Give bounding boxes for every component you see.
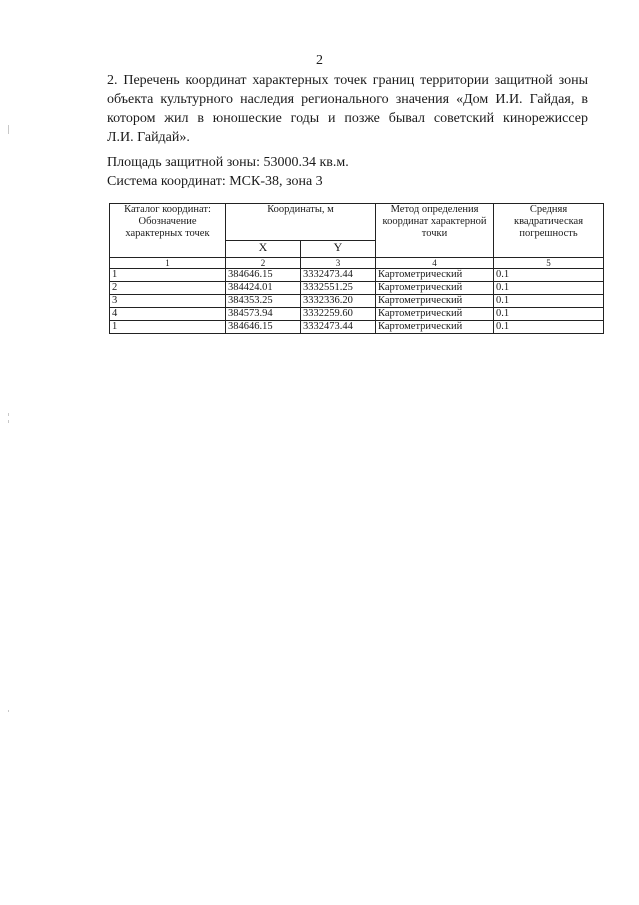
table-header-row	[110, 204, 604, 241]
cell-method: Картометрический	[376, 269, 494, 282]
cell-method: Картометрический	[376, 282, 494, 295]
paragraph-line: котором жил в юношеские годы и позже бывал советский кинорежиссер	[107, 111, 588, 126]
table-row	[110, 269, 604, 282]
scan-margin-mark	[8, 413, 9, 416]
cell-y: 3332473.44	[301, 269, 376, 282]
table-row	[110, 308, 604, 321]
cell-y: 3332473.44	[301, 321, 376, 334]
cell-point: 1	[110, 321, 226, 334]
column-number: 5	[494, 258, 604, 269]
paragraph-line: объекта культурного наследия регионального значения «Дом И.И. Гайдая, в	[107, 92, 588, 107]
header-method: Метод определения координат характерной точки	[376, 204, 494, 258]
paragraph-line: Л.И. Гайдай».	[107, 130, 190, 145]
cell-x: 384646.15	[226, 321, 301, 334]
page-number: 2	[316, 53, 323, 68]
cell-point: 1	[110, 269, 226, 282]
header-y: Y	[301, 241, 376, 258]
cell-method: Картометрический	[376, 295, 494, 308]
paragraph-line: 2. Перечень координат характерных точек границ территории защитной зоны	[107, 73, 588, 88]
cell-x: 384646.15	[226, 269, 301, 282]
cell-error: 0.1	[494, 321, 604, 334]
column-number: 3	[301, 258, 376, 269]
coordinate-system: Система координат: МСК-38, зона 3	[107, 174, 323, 189]
section-paragraph	[107, 71, 588, 147]
scan-margin-mark	[8, 710, 9, 712]
column-numbers-row	[110, 258, 604, 269]
table-row	[110, 321, 604, 334]
cell-point: 3	[110, 295, 226, 308]
cell-error: 0.1	[494, 282, 604, 295]
cell-method: Картометрический	[376, 321, 494, 334]
cell-error: 0.1	[494, 295, 604, 308]
scan-margin-mark	[8, 125, 9, 134]
cell-point: 2	[110, 282, 226, 295]
column-number: 4	[376, 258, 494, 269]
header-error: Средняя квадратическая погрешность	[494, 204, 604, 258]
cell-error: 0.1	[494, 269, 604, 282]
header-catalog: Каталог координат: Обозначение характерных точек	[110, 204, 226, 258]
table-row	[110, 282, 604, 295]
column-number: 1	[110, 258, 226, 269]
header-x: X	[226, 241, 301, 258]
coordinates-table	[109, 203, 604, 334]
header-coordinates: Координаты, м	[226, 204, 376, 241]
cell-method: Картометрический	[376, 308, 494, 321]
cell-y: 3332551.25	[301, 282, 376, 295]
cell-x: 384424.01	[226, 282, 301, 295]
scan-margin-mark	[8, 420, 9, 423]
table-row	[110, 295, 604, 308]
protection-zone-area: Площадь защитной зоны: 53000.34 кв.м.	[107, 155, 349, 170]
cell-y: 3332259.60	[301, 308, 376, 321]
cell-x: 384353.25	[226, 295, 301, 308]
cell-error: 0.1	[494, 308, 604, 321]
column-number: 2	[226, 258, 301, 269]
cell-point: 4	[110, 308, 226, 321]
cell-x: 384573.94	[226, 308, 301, 321]
cell-y: 3332336.20	[301, 295, 376, 308]
